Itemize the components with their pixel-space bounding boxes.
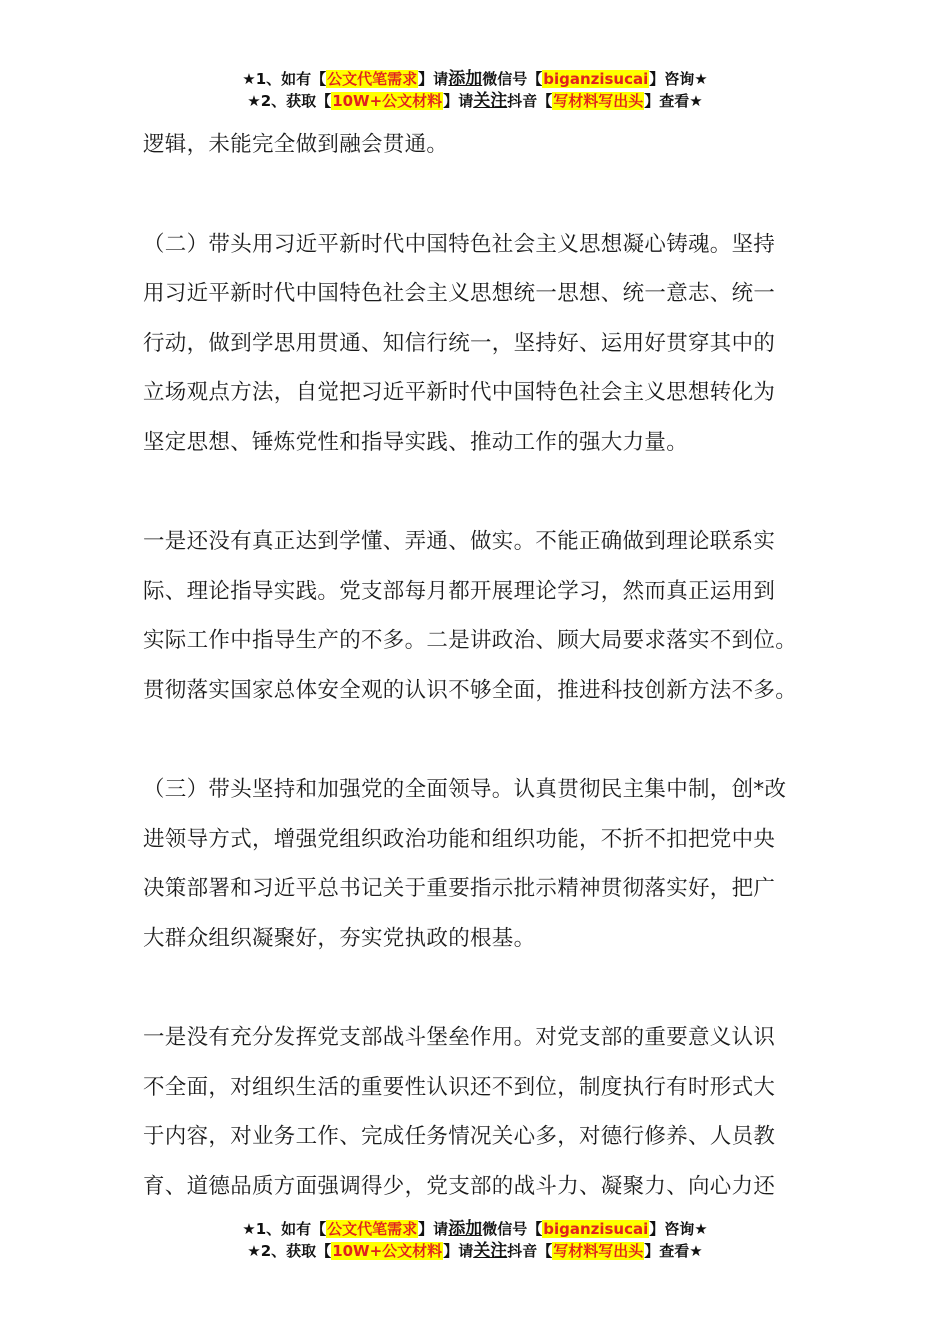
text-line: 一是没有充分发挥党支部战斗堡垒作用。对党支部的重要意义认识 (143, 1025, 776, 1050)
banner-text: 微信号【 (482, 70, 543, 88)
highlight-wechat-id: biganzisucai (543, 70, 649, 88)
text-line: 一是还没有真正达到学懂、弄通、做实。不能正确做到理论联系实 (143, 529, 776, 554)
banner-line-2 (0, 90, 950, 112)
text-line: （二）带头用习近平新时代中国特色社会主义思想凝心铸魂。坚持 (143, 231, 776, 257)
banner-text: 抖音【 (507, 1242, 553, 1260)
emphasis-text: 关注 (473, 91, 508, 111)
emphasis-text: 关注 (473, 1241, 508, 1261)
text-line: （三）带头坚持和加强党的全面领导。认真贯彻民主集中制，创*改 (143, 777, 787, 802)
paragraph (143, 1013, 823, 1211)
banner-text: 】咨询★ (649, 70, 708, 88)
highlight-service: 公文代笔需求 (327, 70, 418, 88)
banner-line-1 (0, 1218, 950, 1240)
banner-text: 】请 (418, 1220, 449, 1238)
banner-line-1 (0, 68, 950, 90)
highlight-materials: 10W+公文材料 (332, 92, 443, 110)
text-line: 行动，做到学思用贯通、知信行统一，坚持好、运用好贯穿其中的 (143, 330, 776, 356)
text-line: 实际工作中指导生产的不多。二是讲政治、顾大局要求落实不到位。 (143, 628, 798, 653)
highlight-douyin-account: 写材料写出头 (553, 92, 644, 110)
banner-text: 】请 (418, 70, 449, 88)
paragraph (143, 220, 823, 468)
text-line: 于内容，对业务工作、完成任务情况关心多，对德行修养、人员教 (143, 1124, 776, 1149)
footer-banner (0, 1218, 950, 1262)
banner-text: 】咨询★ (649, 1220, 708, 1238)
text-line: 大群众组织凝聚好，夯实党执政的根基。 (143, 925, 536, 951)
header-banner (0, 68, 950, 112)
banner-text: 】查看★ (644, 92, 703, 110)
paragraph (143, 517, 823, 715)
text-line: 进领导方式，增强党组织政治功能和组织功能，不折不扣把党中央 (143, 826, 776, 852)
text-line: 立场观点方法，自觉把习近平新时代中国特色社会主义思想转化为 (143, 380, 776, 405)
paragraph (143, 120, 823, 170)
document-body (143, 120, 823, 1211)
banner-text: ★1、如有【 (242, 1220, 327, 1238)
highlight-service: 公文代笔需求 (327, 1220, 418, 1238)
text-line: 贯彻落实国家总体安全观的认识不够全面，推进科技创新方法不多。 (143, 677, 798, 703)
paragraph (143, 765, 823, 963)
text-line: 逻辑，未能完全做到融会贯通。 (143, 132, 449, 157)
emphasis-text: 添加 (448, 69, 483, 89)
banner-text: ★2、获取【 (247, 1242, 332, 1260)
text-line: 用习近平新时代中国特色社会主义思想统一思想、统一意志、统一 (143, 281, 776, 306)
banner-text: 微信号【 (482, 1220, 543, 1238)
banner-text: 】查看★ (644, 1242, 703, 1260)
text-line: 坚定思想、锤炼党性和指导实践、推动工作的强大力量。 (143, 429, 689, 455)
highlight-materials: 10W+公文材料 (332, 1242, 443, 1260)
banner-text: ★2、获取【 (247, 92, 332, 110)
banner-text: 抖音【 (507, 92, 553, 110)
highlight-douyin-account: 写材料写出头 (553, 1242, 644, 1260)
emphasis-text: 添加 (448, 1219, 483, 1239)
text-line: 决策部署和习近平总书记关于重要指示批示精神贯彻落实好，把广 (143, 876, 776, 901)
banner-text: 】请 (443, 1242, 474, 1260)
banner-text: 】请 (443, 92, 474, 110)
banner-text: ★1、如有【 (242, 70, 327, 88)
text-line: 不全面，对组织生活的重要性认识还不到位，制度执行有时形式大 (143, 1074, 776, 1100)
text-line: 育、道德品质方面强调得少，党支部的战斗力、凝聚力、向心力还 (143, 1173, 776, 1199)
text-line: 际、理论指导实践。党支部每月都开展理论学习，然而真正运用到 (143, 578, 776, 604)
highlight-wechat-id: biganzisucai (543, 1220, 649, 1238)
banner-line-2 (0, 1240, 950, 1262)
